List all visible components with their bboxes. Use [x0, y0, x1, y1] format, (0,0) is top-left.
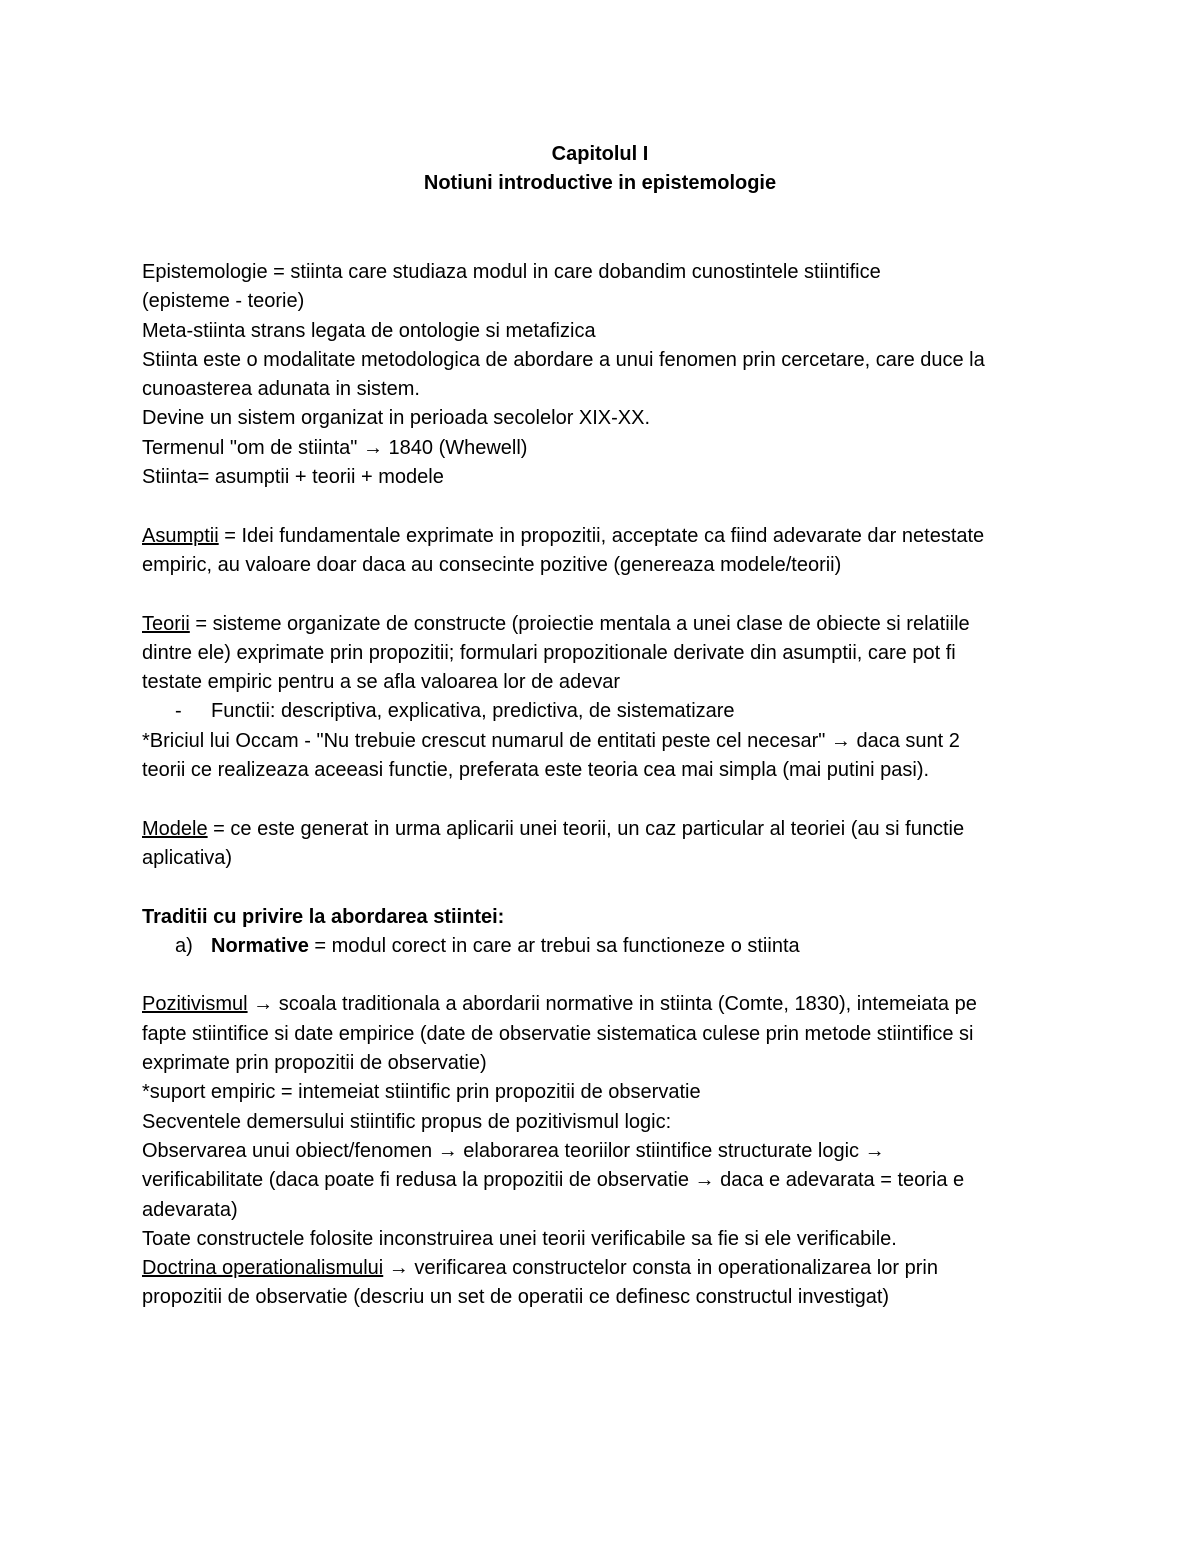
modele-term: Modele [142, 817, 208, 840]
occam-line: teorii ce realizeaza aceeasi functie, preferata este teoria cea mai simpla (mai putini pasi). [142, 759, 930, 782]
intro-line: Stiinta este o modalitate metodologica de abordare a unui fenomen prin cercetare, care duce la [142, 348, 985, 371]
functii-bullet: - Functii: descriptiva, explicativa, predictiva, de sistematizare [142, 697, 1062, 726]
pozitivism-line: Observarea unui obiect/fenomen → elaborarea teoriilor stiintifice structurate logic → [142, 1139, 885, 1162]
document-body [142, 258, 1062, 1313]
chapter-subtitle: Notiuni introductive in epistemologie [423, 172, 777, 194]
asumptii-paragraph: Asumptii = Idei fundamentale exprimate in propozitii, acceptate ca fiind adevarate dar netestate [142, 524, 985, 547]
traditii-heading: Traditii cu privire la abordarea stiintei: [142, 905, 505, 928]
normative-term: Normative [211, 934, 309, 957]
intro-line: Meta-stiinta strans legata de ontologie si metafizica [142, 319, 596, 342]
spacer [142, 961, 1062, 990]
spacer [142, 873, 1062, 902]
bullet-dash: - [175, 700, 182, 723]
pozitivism-line: verificabilitate (daca poate fi redusa la propozitii de observatie → daca e adevarata = teoria e [142, 1169, 965, 1192]
asumptii-line: empiric, au valoare doar daca au consecinte pozitive (genereaza modele/teorii) [142, 553, 842, 576]
doctrina-paragraph: Doctrina operationalismului → verificarea constructelor consta in operationalizarea lor prin [142, 1257, 938, 1280]
pozitivism-line: Secventele demersului stiintific propus de pozitivismul logic: [142, 1110, 672, 1133]
pozitivism-paragraph: Pozitivismul → scoala traditionala a abordarii normative in stiinta (Comte, 1830), intemeiata pe [142, 993, 977, 1016]
intro-line: Stiinta= asumptii + teorii + modele [142, 466, 444, 489]
doctrina-term: Doctrina operationalismului [142, 1257, 384, 1280]
modele-line: aplicativa) [142, 846, 233, 869]
intro-line: cunoasterea adunata in sistem. [142, 378, 420, 401]
intro-line: (episteme - teorie) [142, 290, 305, 313]
teorii-paragraph: Teorii = sisteme organizate de constructe (proiectie mentala a unei clase de obiecte si relatiile [142, 612, 970, 635]
teorii-line: dintre ele) exprimate prin propozitii; formulari propozitionale derivate din asumptii, care pot fi [142, 641, 956, 664]
intro-line: Devine un sistem organizat in perioada secolelor XIX-XX. [142, 407, 651, 430]
chapter-title: Capitolul I [551, 143, 649, 165]
pozitivism-line: propozitii de observatie (descriu un set de operatii ce definesc constructul investigat) [142, 1286, 890, 1309]
occam-line: *Briciul lui Occam - "Nu trebuie crescut numarul de entitati peste cel necesar" → daca sunt 2 [142, 729, 960, 752]
pozitivism-line: *suport empiric = intemeiat stiintific prin propozitii de observatie [142, 1081, 701, 1104]
pozitivism-line: exprimate prin propozitii de observatie) [142, 1052, 487, 1075]
spacer [142, 492, 1062, 521]
modele-paragraph: Modele = ce este generat in urma aplicarii unei teorii, un caz particular al teoriei (au si functie [142, 817, 965, 840]
intro-line: Termenul "om de stiinta" → 1840 (Whewell) [142, 436, 528, 459]
normative-item: a) Normative = modul corect in care ar trebui sa functioneze o stiinta [142, 932, 1062, 961]
pozitivism-line: fapte stiintifice si date empirice (date de observatie sistematica culese prin metode stiintifice si [142, 1022, 974, 1045]
list-marker: a) [175, 934, 193, 957]
pozitivism-term: Pozitivismul [142, 993, 248, 1016]
intro-line: Epistemologie = stiinta care studiaza modul in care dobandim cunostintele stiintifice [142, 261, 881, 283]
spacer [142, 580, 1062, 609]
spacer [142, 785, 1062, 814]
pozitivism-line: adevarata) [142, 1198, 238, 1221]
asumptii-term: Asumptii [142, 524, 219, 547]
teorii-term: Teorii [142, 612, 190, 635]
teorii-line: testate empiric pentru a se afla valoarea lor de adevar [142, 671, 621, 694]
pozitivism-line: Toate constructele folosite inconstruirea unei teorii verificabile sa fie si ele verificabile. [142, 1227, 897, 1250]
